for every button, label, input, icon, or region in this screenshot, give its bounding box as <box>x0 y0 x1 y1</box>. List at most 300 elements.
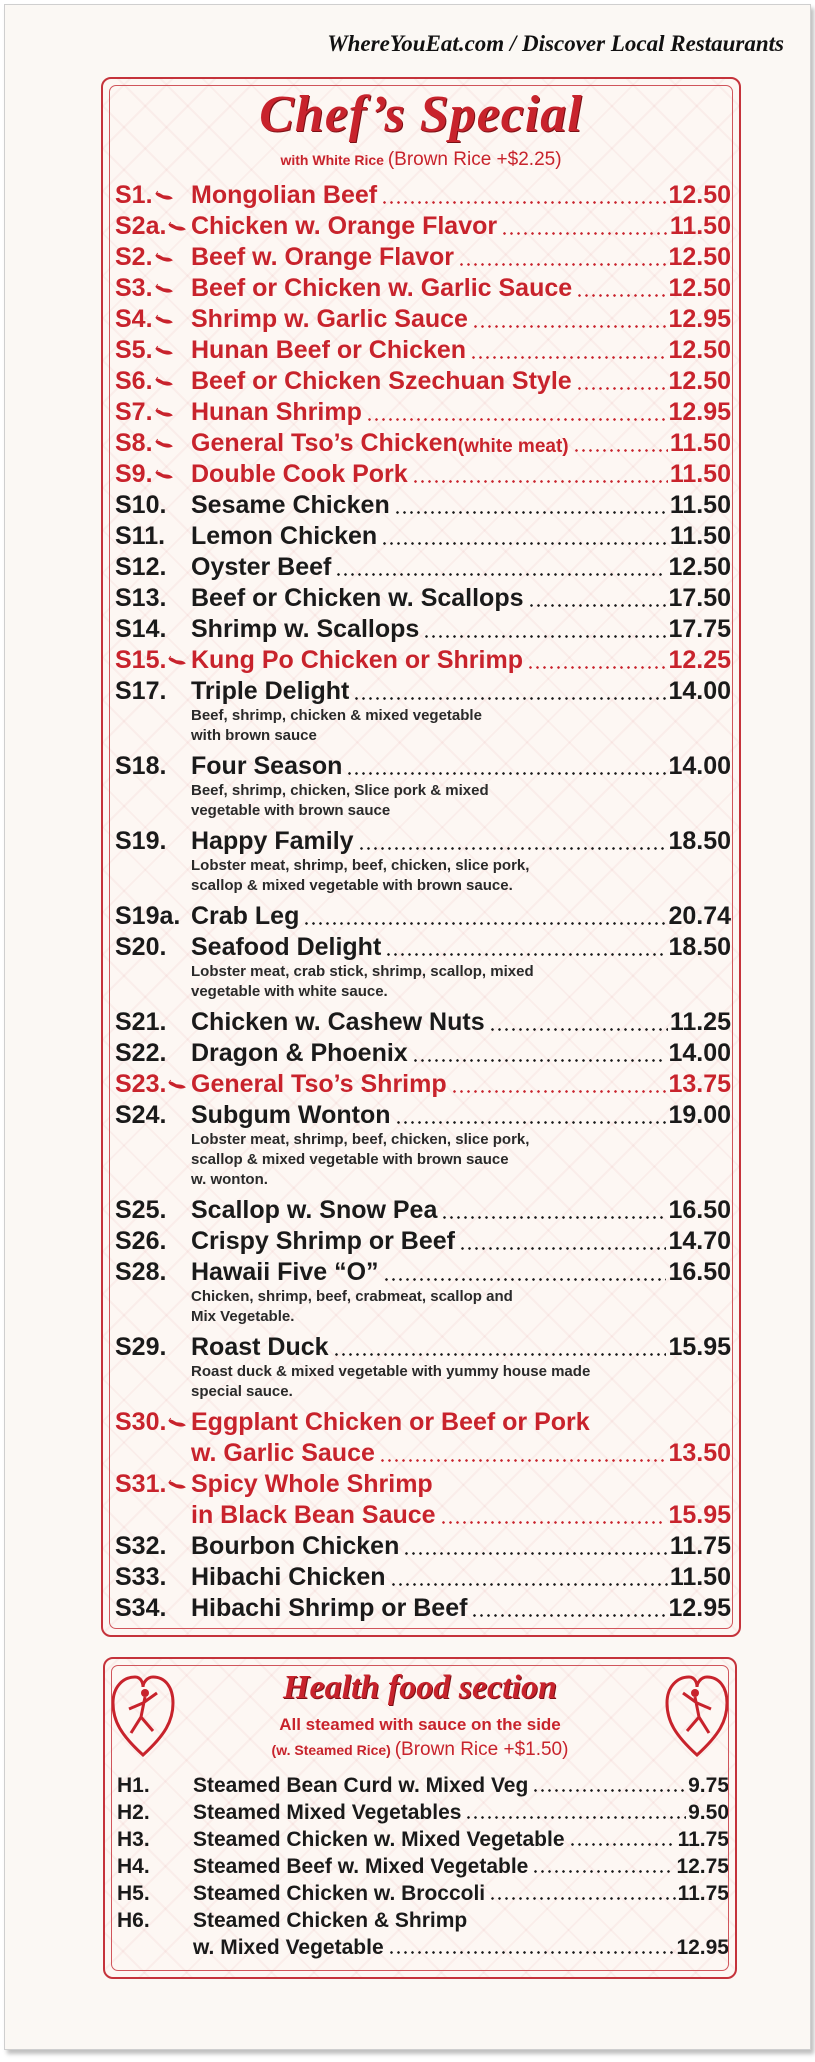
menu-item-line <box>103 1592 739 1623</box>
health-rice-note <box>105 1739 735 1761</box>
item-code-text: S1. <box>115 181 153 209</box>
item-price: 9.50 <box>688 1801 729 1824</box>
item-price: 12.50 <box>668 367 731 395</box>
item-price: 12.95 <box>676 1936 729 1959</box>
menu-item <box>105 1879 735 1906</box>
menu-item-line <box>103 1406 739 1437</box>
item-name: Sesame Chicken <box>191 491 390 519</box>
item-price: 18.50 <box>668 933 731 961</box>
item-code <box>115 752 191 781</box>
item-price: 14.00 <box>668 677 731 705</box>
menu-item <box>105 1798 735 1825</box>
pepper-icon <box>155 469 173 480</box>
item-code-text: S9. <box>115 460 153 488</box>
dot-leader <box>441 1216 666 1219</box>
health-food-title: Health food section <box>283 1669 557 1706</box>
item-description: Lobster meat, crab stick, shrimp, scallop, mixed <box>191 963 534 980</box>
item-name: Crab Leg <box>191 902 300 930</box>
item-code-text: S3. <box>115 274 153 302</box>
item-code-text: S25. <box>115 1196 167 1224</box>
menu-item-line <box>103 1256 739 1287</box>
dot-leader <box>451 1090 667 1093</box>
health-brown-rice-note: (Brown Rice +$1.50) <box>394 1739 569 1760</box>
site-watermark: WhereYouEat.com / Discover Local Restaurants <box>327 31 784 56</box>
item-code <box>115 460 191 489</box>
menu-item <box>103 1225 739 1256</box>
item-code <box>115 646 191 675</box>
menu-item <box>103 1068 739 1099</box>
dot-leader <box>459 1247 666 1250</box>
item-code-text: H6. <box>117 1909 150 1932</box>
menu-page <box>4 4 811 2050</box>
menu-item-line <box>103 675 739 706</box>
pepper-icon <box>168 1079 186 1090</box>
item-name: General Tso’s Shrimp <box>191 1070 447 1098</box>
item-code-text: S31. <box>115 1470 167 1498</box>
item-code <box>115 522 191 551</box>
dot-leader <box>440 1521 667 1524</box>
item-code-text: S28. <box>115 1258 167 1286</box>
item-code-text: S2. <box>115 243 153 271</box>
item-code <box>115 181 191 210</box>
menu-item-line <box>103 489 739 520</box>
dot-leader <box>501 232 668 235</box>
dot-leader <box>576 387 667 390</box>
item-code-text: S8. <box>115 429 153 457</box>
item-code <box>115 1196 191 1225</box>
item-code <box>115 615 191 644</box>
menu-item-line <box>105 1906 735 1933</box>
menu-item <box>103 1592 739 1623</box>
pepper-icon <box>155 345 173 356</box>
dot-leader <box>471 1614 666 1617</box>
pepper-icon <box>168 221 186 232</box>
dot-leader <box>412 1059 667 1062</box>
item-description: Mix Vegetable. <box>191 1308 295 1325</box>
item-price: 9.75 <box>688 1774 729 1797</box>
item-price: 15.95 <box>668 1333 731 1361</box>
dot-leader <box>532 1870 674 1873</box>
dot-leader <box>383 1278 667 1281</box>
item-name: Hibachi Chicken <box>191 1563 386 1591</box>
item-description: with brown sauce <box>191 727 317 744</box>
item-name: Subgum Wonton <box>191 1101 391 1129</box>
menu-item <box>103 582 739 613</box>
item-price: 14.00 <box>668 752 731 780</box>
menu-item <box>103 303 739 334</box>
menu-item-line <box>105 1825 735 1852</box>
pepper-icon <box>168 1417 186 1428</box>
item-code <box>115 1594 191 1623</box>
menu-item-line <box>103 1099 739 1130</box>
item-price: 11.25 <box>669 1008 731 1036</box>
rice-note: with White Rice <box>280 152 388 168</box>
item-description: w. wonton. <box>191 1171 268 1188</box>
item-code-text: S32. <box>115 1532 167 1560</box>
item-code <box>115 553 191 582</box>
item-price: 16.50 <box>668 1258 731 1286</box>
item-price: 12.75 <box>676 1855 729 1878</box>
menu-item-line <box>103 1561 739 1592</box>
item-code-text: S22. <box>115 1039 167 1067</box>
menu-item <box>103 1256 739 1331</box>
item-code-text: S33. <box>115 1563 167 1591</box>
menu-item-line <box>103 931 739 962</box>
dot-leader <box>403 1552 667 1555</box>
dot-leader <box>576 294 666 297</box>
menu-item <box>103 272 739 303</box>
item-code-text: S4. <box>115 305 153 333</box>
dot-leader <box>489 1028 668 1031</box>
item-name-cont: w. Mixed Vegetable <box>193 1936 384 1959</box>
dot-leader <box>569 1843 676 1846</box>
item-code-text: H3. <box>117 1828 150 1851</box>
item-code-text: S21. <box>115 1008 167 1036</box>
item-code-text: S19. <box>115 827 167 855</box>
item-description: Beef, shrimp, chicken, Slice pork & mixed <box>191 782 489 799</box>
dot-leader <box>528 604 667 607</box>
menu-item-line-2 <box>103 1499 739 1530</box>
item-code <box>115 398 191 427</box>
item-name: Chicken w. Orange Flavor <box>191 212 498 240</box>
menu-item <box>103 520 739 551</box>
item-name: Mongolian Beef <box>191 181 378 209</box>
dot-leader <box>333 1353 667 1356</box>
health-food-panel <box>103 1657 737 1979</box>
dot-leader <box>346 772 666 775</box>
pepper-icon <box>155 252 173 263</box>
item-description: special sauce. <box>191 1383 293 1400</box>
item-name: Steamed Chicken & Shrimp <box>193 1909 468 1932</box>
menu-item-line <box>103 551 739 582</box>
menu-item <box>103 675 739 750</box>
item-description: Chicken, shrimp, beef, crabmeat, scallop and <box>191 1288 513 1305</box>
item-name: Beef or Chicken w. Garlic Sauce <box>191 274 573 302</box>
menu-item-line <box>103 396 739 427</box>
menu-item-line <box>103 825 739 856</box>
item-code-text: S14. <box>115 615 167 643</box>
menu-item <box>103 1406 739 1468</box>
menu-item-line <box>103 303 739 334</box>
menu-item <box>103 750 739 825</box>
menu-item <box>103 334 739 365</box>
item-description: Lobster meat, shrimp, beef, chicken, slice pork, <box>191 1131 530 1148</box>
item-name: Shrimp w. Scallops <box>191 615 420 643</box>
item-name: Steamed Bean Curd w. Mixed Veg <box>193 1774 529 1797</box>
menu-item-line <box>103 1068 739 1099</box>
menu-item <box>103 1468 739 1530</box>
menu-item-line <box>103 1037 739 1068</box>
item-price: 18.50 <box>668 827 731 855</box>
dot-leader <box>395 1121 667 1124</box>
item-price: 20.74 <box>668 902 731 930</box>
menu-item <box>103 551 739 582</box>
chefs-special-subtitle <box>103 149 739 171</box>
item-code <box>115 367 191 396</box>
dot-leader <box>379 1459 667 1462</box>
item-description: Lobster meat, shrimp, beef, chicken, slice pork, <box>191 857 530 874</box>
item-code <box>115 1532 191 1561</box>
menu-item-line <box>103 241 739 272</box>
item-code-text: S12. <box>115 553 167 581</box>
item-name: Beef or Chicken w. Scallops <box>191 584 524 612</box>
item-code <box>115 902 191 931</box>
menu-item <box>103 613 739 644</box>
item-price: 12.50 <box>668 274 731 302</box>
item-name: General Tso’s Chicken <box>191 429 458 457</box>
item-price: 12.25 <box>668 646 731 674</box>
item-price: 11.50 <box>669 1563 731 1591</box>
item-code-text: S30. <box>115 1408 167 1436</box>
item-code-text: S24. <box>115 1101 167 1129</box>
pepper-icon <box>155 376 173 387</box>
item-price: 12.95 <box>668 305 731 333</box>
menu-item <box>103 1099 739 1194</box>
item-price: 12.50 <box>668 336 731 364</box>
item-code-text: S6. <box>115 367 153 395</box>
brown-rice-note: (Brown Rice +$2.25) <box>387 149 562 170</box>
item-code-text: S11. <box>115 522 166 550</box>
dot-leader <box>532 1789 686 1792</box>
menu-item-line-2 <box>103 1437 739 1468</box>
item-name: Hunan Beef or Chicken <box>191 336 467 364</box>
item-price: 11.50 <box>669 491 731 519</box>
menu-item <box>105 1771 735 1798</box>
item-name: Steamed Chicken w. Mixed Vegetable <box>193 1828 565 1851</box>
item-code <box>115 1408 191 1437</box>
menu-item <box>103 1561 739 1592</box>
item-name: Spicy Whole Shrimp <box>191 1470 433 1498</box>
menu-item <box>103 825 739 900</box>
item-code-text: S5. <box>115 336 153 364</box>
item-name: Kung Po Chicken or Shrimp <box>191 646 523 674</box>
item-price: 11.75 <box>677 1882 729 1905</box>
dot-leader <box>335 573 666 576</box>
item-price: 17.75 <box>668 615 731 643</box>
item-price: 11.50 <box>669 429 731 457</box>
menu-item-line <box>103 613 739 644</box>
item-price: 12.95 <box>668 398 731 426</box>
item-code <box>115 243 191 272</box>
item-name: Hunan Shrimp <box>191 398 362 426</box>
item-name: Beef or Chicken Szechuan Style <box>191 367 572 395</box>
dot-leader <box>381 201 666 204</box>
dot-leader <box>388 1951 675 1954</box>
item-code <box>115 1258 191 1287</box>
pepper-icon <box>155 407 173 418</box>
item-price: 11.50 <box>669 522 731 550</box>
item-price: 12.50 <box>668 181 731 209</box>
item-name: Lemon Chicken <box>191 522 378 550</box>
item-price: 11.50 <box>669 460 731 488</box>
item-name: Double Cook Pork <box>191 460 408 488</box>
item-name: Beef w. Orange Flavor <box>191 243 455 271</box>
item-price: 14.70 <box>668 1227 731 1255</box>
item-code-text: S7. <box>115 398 153 426</box>
menu-item-line <box>103 334 739 365</box>
menu-item <box>103 931 739 1006</box>
item-name: Scallop w. Snow Pea <box>191 1196 438 1224</box>
menu-item-line <box>103 427 739 458</box>
item-code-text: S18. <box>115 752 167 780</box>
item-code <box>115 336 191 365</box>
item-code <box>117 1828 193 1852</box>
menu-item-line <box>103 1530 739 1561</box>
item-code-text: H4. <box>117 1855 150 1878</box>
menu-item-line <box>103 1468 739 1499</box>
item-code <box>115 212 191 241</box>
item-code-text: S34. <box>115 1594 167 1622</box>
dot-leader <box>353 697 666 700</box>
menu-item-line <box>103 520 739 551</box>
item-name: Hawaii Five “O” <box>191 1258 379 1286</box>
item-name: Happy Family <box>191 827 354 855</box>
item-price: 12.95 <box>668 1594 731 1622</box>
menu-item <box>103 644 739 675</box>
item-code-text: S15. <box>115 646 167 674</box>
menu-item <box>105 1852 735 1879</box>
dot-leader <box>465 1816 686 1819</box>
item-name: Crispy Shrimp or Beef <box>191 1227 455 1255</box>
item-name: Triple Delight <box>191 677 350 705</box>
menu-item <box>103 365 739 396</box>
item-code <box>115 1101 191 1130</box>
menu-item <box>105 1906 735 1960</box>
menu-item <box>103 458 739 489</box>
item-code-text: S13. <box>115 584 167 612</box>
item-name-cont: w. Garlic Sauce <box>191 1439 375 1467</box>
item-name: Steamed Beef w. Mixed Vegetable <box>193 1855 529 1878</box>
chefs-special-title: Chef’s Special <box>259 86 583 143</box>
item-code <box>117 1801 193 1825</box>
menu-item <box>103 427 739 458</box>
item-price: 13.50 <box>668 1439 731 1467</box>
item-code <box>115 1008 191 1037</box>
steamed-rice-note: (w. Steamed Rice) <box>271 1742 395 1758</box>
item-price: 16.50 <box>668 1196 731 1224</box>
menu-item-line <box>103 365 739 396</box>
item-name: Four Season <box>191 752 343 780</box>
item-code <box>115 491 191 520</box>
menu-item <box>103 900 739 931</box>
dot-leader <box>381 542 668 545</box>
menu-item <box>103 1006 739 1037</box>
menu-item-line <box>105 1798 735 1825</box>
menu-item <box>103 210 739 241</box>
menu-item-line <box>103 900 739 931</box>
dot-leader <box>412 480 668 483</box>
menu-item <box>105 1825 735 1852</box>
menu-item <box>103 1530 739 1561</box>
pepper-icon <box>168 655 186 666</box>
item-price: 11.50 <box>669 212 731 240</box>
pepper-icon <box>155 283 173 294</box>
menu-item <box>103 1331 739 1406</box>
menu-item-line <box>103 1225 739 1256</box>
item-price: 19.00 <box>668 1101 731 1129</box>
item-code-text: S17. <box>115 677 167 705</box>
dot-leader <box>489 1897 675 1900</box>
menu-item-line <box>105 1879 735 1906</box>
dot-leader <box>527 666 666 669</box>
health-food-list <box>105 1771 735 1960</box>
menu-item <box>103 241 739 272</box>
item-description: vegetable with brown sauce <box>191 802 391 819</box>
menu-item <box>103 489 739 520</box>
menu-item <box>103 396 739 427</box>
dot-leader <box>358 847 667 850</box>
item-name: Dragon & Phoenix <box>191 1039 408 1067</box>
dot-leader <box>394 511 668 514</box>
item-code <box>115 274 191 303</box>
item-code <box>115 827 191 856</box>
item-name: Shrimp w. Garlic Sauce <box>191 305 468 333</box>
menu-item-line <box>103 1006 739 1037</box>
item-code <box>115 677 191 706</box>
menu-item-line <box>103 1194 739 1225</box>
menu-item-line <box>103 210 739 241</box>
item-description: Roast duck & mixed vegetable with yummy house made <box>191 1363 591 1380</box>
pepper-icon <box>155 438 173 449</box>
item-price: 11.75 <box>677 1828 729 1851</box>
item-code <box>115 1039 191 1068</box>
menu-item-line <box>105 1852 735 1879</box>
item-code <box>115 933 191 962</box>
item-price: 12.50 <box>668 243 731 271</box>
menu-item <box>103 1194 739 1225</box>
pepper-icon <box>168 1479 186 1490</box>
menu-item-line <box>103 458 739 489</box>
item-description: vegetable with white sauce. <box>191 983 388 1000</box>
dot-leader <box>390 1583 668 1586</box>
item-name: Hibachi Shrimp or Beef <box>191 1594 468 1622</box>
item-code <box>115 429 191 458</box>
item-code <box>115 1563 191 1592</box>
menu-item-line <box>103 750 739 781</box>
dot-leader <box>470 356 666 359</box>
item-name: Bourbon Chicken <box>191 1532 400 1560</box>
item-code <box>117 1882 193 1906</box>
pepper-icon <box>155 314 173 325</box>
menu-item-line <box>103 272 739 303</box>
item-code <box>117 1855 193 1879</box>
item-description: Beef, shrimp, chicken & mixed vegetable <box>191 707 482 724</box>
item-price: 11.75 <box>669 1532 731 1560</box>
item-name: Seafood Delight <box>191 933 382 961</box>
item-code <box>115 1070 191 1099</box>
chefs-special-list <box>103 179 739 1623</box>
dot-leader <box>303 922 666 925</box>
menu-item <box>103 179 739 210</box>
item-note: (white meat) <box>457 436 569 457</box>
item-name: Steamed Mixed Vegetables <box>193 1801 462 1824</box>
menu-item-line <box>103 179 739 210</box>
item-code <box>117 1774 193 1798</box>
menu-item <box>103 1037 739 1068</box>
item-code-text: S23. <box>115 1070 167 1098</box>
item-code-text: H5. <box>117 1882 150 1905</box>
item-price: 17.50 <box>668 584 731 612</box>
dot-leader <box>458 263 666 266</box>
item-code-text: H2. <box>117 1801 150 1824</box>
chefs-special-panel <box>101 77 741 1637</box>
dot-leader <box>472 325 666 328</box>
item-description: scallop & mixed vegetable with brown sauce. <box>191 877 513 894</box>
item-code-text: S19a. <box>115 902 181 930</box>
item-price: 14.00 <box>668 1039 731 1067</box>
item-code-text: H1. <box>117 1774 150 1797</box>
item-name: Chicken w. Cashew Nuts <box>191 1008 485 1036</box>
